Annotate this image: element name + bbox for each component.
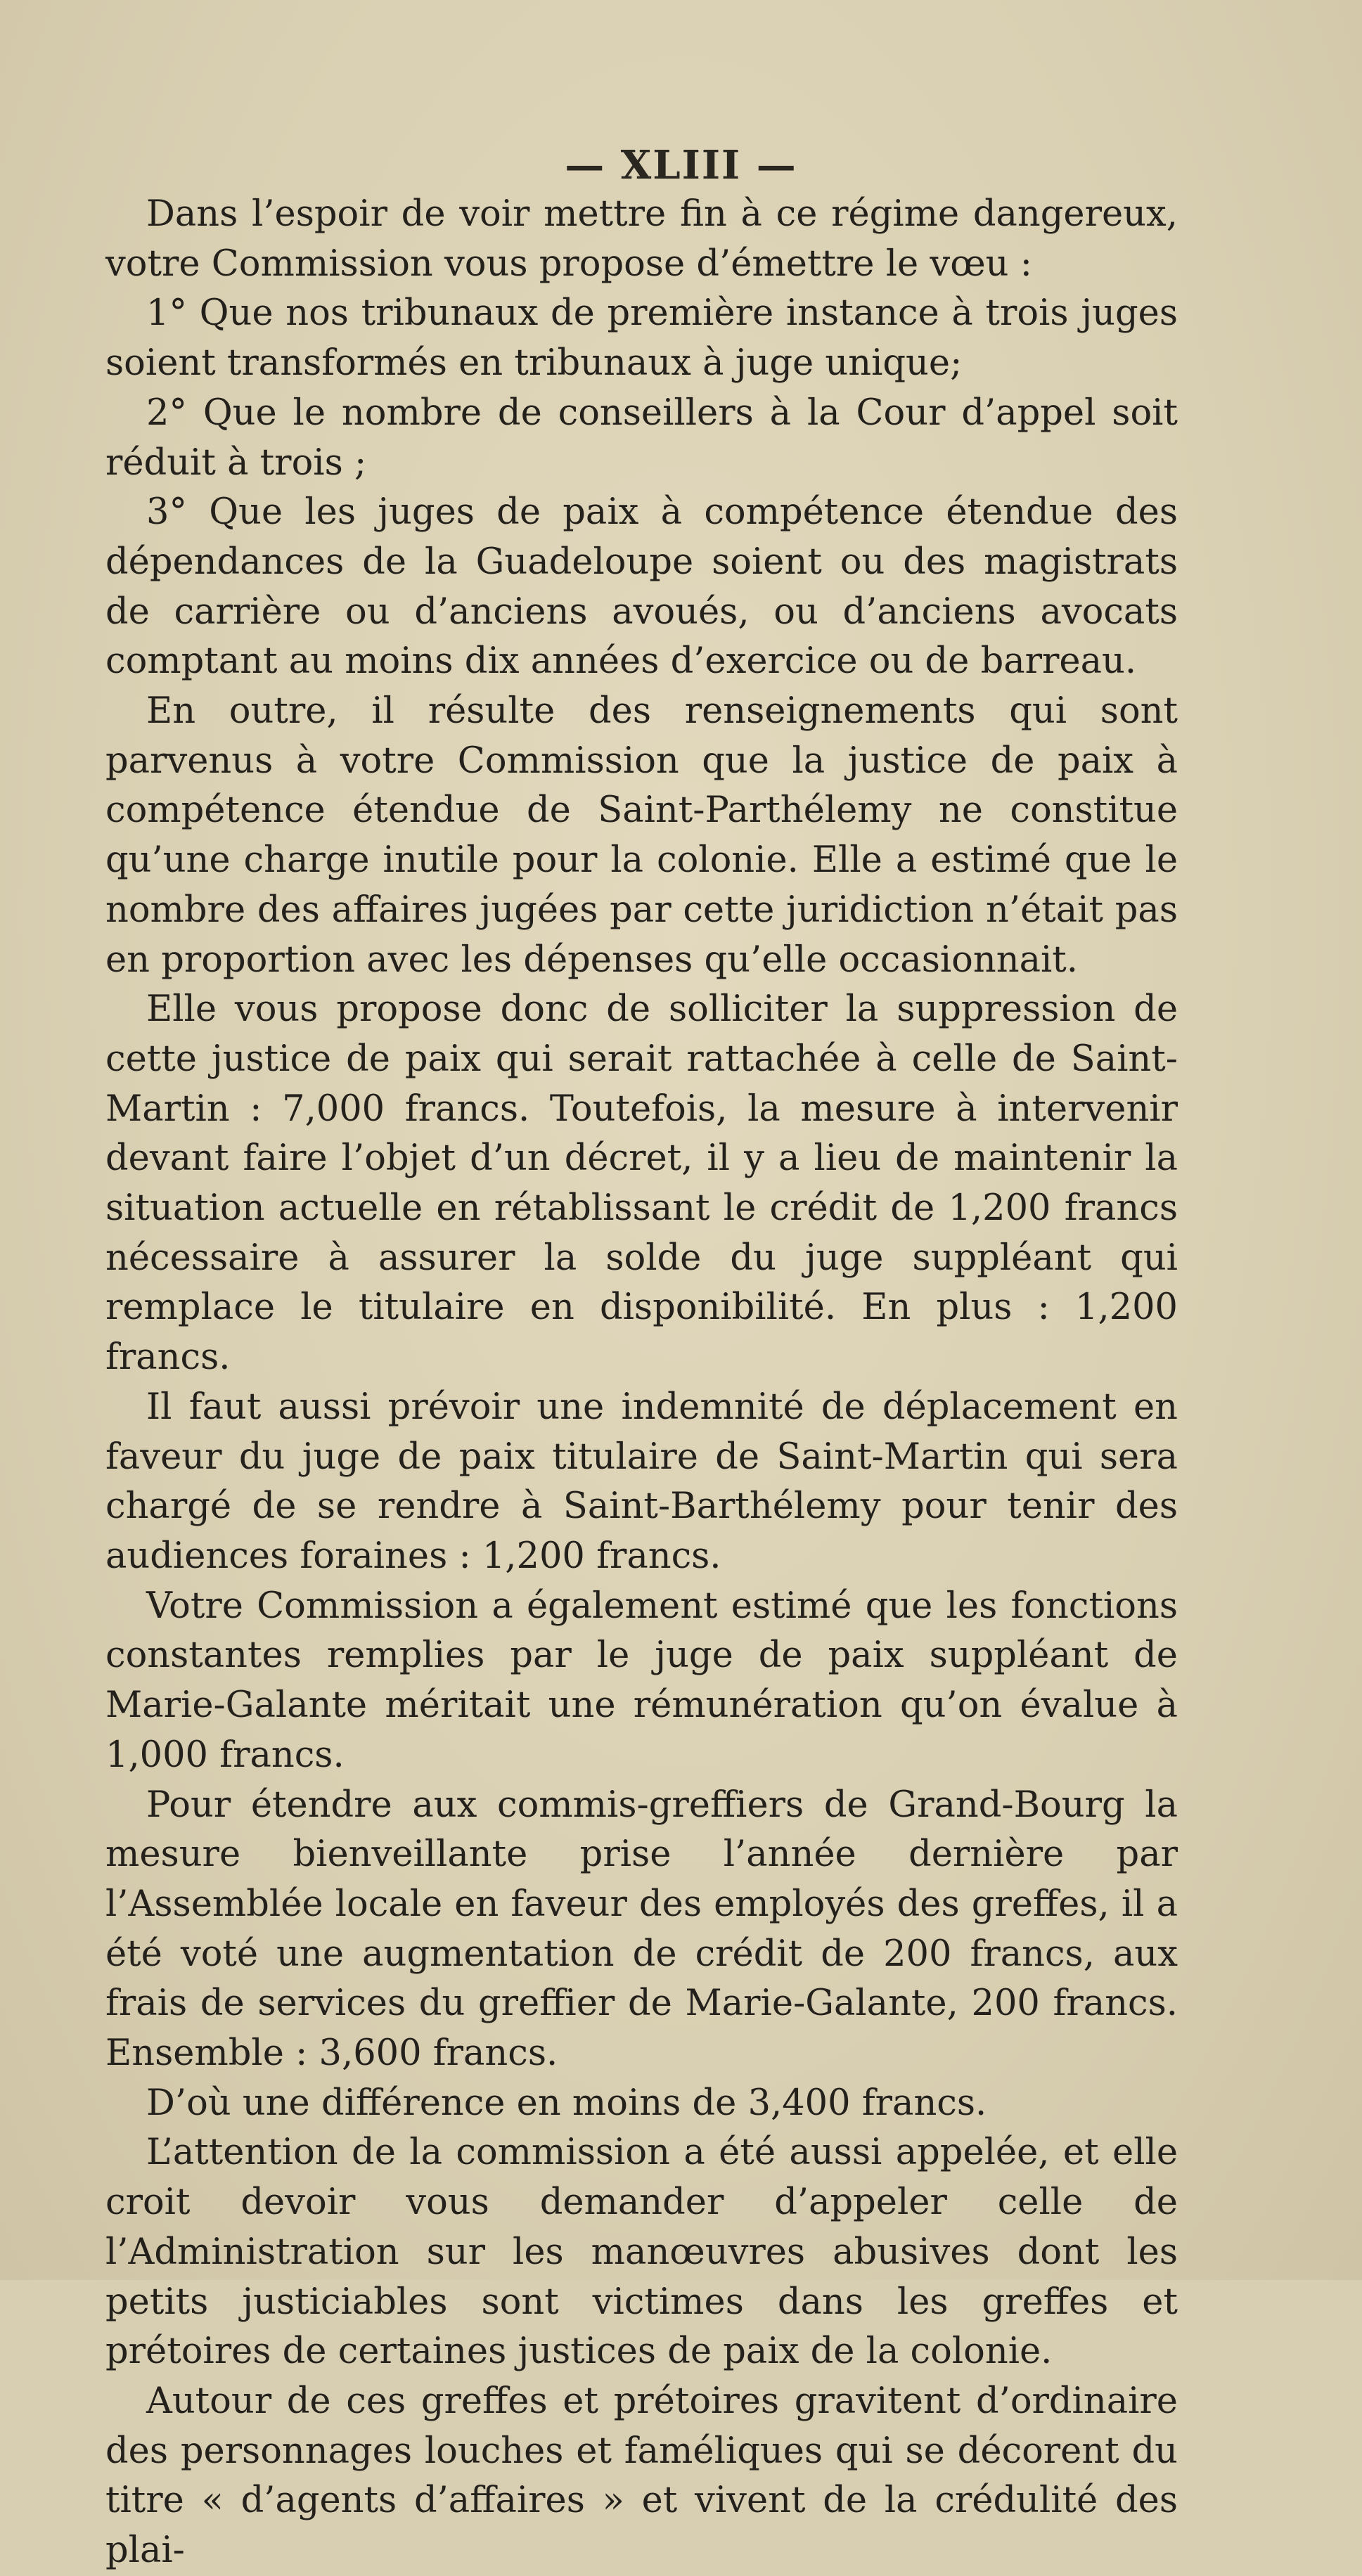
paragraph-intro: Dans l’espoir de voir mettre fin à ce régime dangereux, votre Commission vous propose d’émettre le vœu : (105, 193, 1178, 285)
paragraph-suppression: Elle vous propose donc de solliciter la suppression de cette justice de paix qui serait rattachée à celle de Saint-Martin : 7,000 francs. Toutefois, la mesure à intervenir devant faire l’objet d’un décret, il y a lieu de maintenir la situation actuelle en rétablissant le crédit de 1,200 francs nécessaire à assurer la solde du juge suppléant qui remplace le titulaire en disponibilité. En plus : 1,200 francs. (105, 988, 1178, 1379)
body-text (105, 190, 1178, 2576)
paragraph-wish-2: 2° Que le nombre de conseillers à la Cour d’appel soit réduit à trois ; (105, 392, 1178, 484)
paragraph-grand-bourg: Pour étendre aux commis-greffiers de Grand-Bourg la mesure bienveillante prise l’année dernière par l’Assemblée locale en faveur des employés des greffes, il a été voté une augmentation de crédit de 200 francs, aux frais de services du greffier de Marie-Galante, 200 francs. Ensemble : 3,600 francs. (105, 1784, 1178, 2075)
paragraph-indemnity: Il faut aussi prévoir une indemnité de déplacement en faveur du juge de paix titulaire de Saint-Martin qui sera chargé de se rendre à Saint-Barthélemy pour tenir des audiences foraines : 1,200 francs. (105, 1386, 1178, 1577)
paragraph-wish-1: 1° Que nos tribunaux de première instance à trois juges soient transformés en tribunaux à juge unique; (105, 292, 1178, 385)
paragraph-difference: D’où une différence en moins de 3,400 francs. (146, 2082, 987, 2124)
paragraph-wish-3: 3° Que les juges de paix à compétence étendue des dépendances de la Guadeloupe soient ou des magistrats de carrière ou d’anciens avoués, ou d’anciens avocats comptant au moins dix années d’exercice ou de barreau. (105, 491, 1178, 683)
paragraph-attention: L’attention de la commission a été aussi appelée, et elle croit devoir vous demander d’appeler celle de l’Administration sur les manœuvres abusives dont les petits justiciables sont victimes dans les greffes et prétoires de certaines justices de paix de la colonie. (105, 2132, 1178, 2373)
paragraph-marie-galante: Votre Commission a également estimé que les fonctions constantes remplies par le juge de paix suppléant de Marie-Galante méritait une rémunération qu’on évalue à 1,000 francs. (105, 1585, 1178, 1776)
page-number: — XLIII — (565, 142, 797, 188)
paragraph-agents: Autour de ces greffes et prétoires gravitent d’ordinaire des personnages louches et faméliques qui se décorent du titre « d’agents d’affaires » et vivent de la crédulité des plai- (105, 2380, 1178, 2572)
paragraph-saint-barthelemy: En outre, il résulte des renseignements qui sont parvenus à votre Commission que la justice de paix à compétence étendue de Saint-Parthélemy ne constitue qu’une charge inutile pour la colonie. Elle a estimé que le nombre des affaires jugées par cette juridiction n’était pas en proportion avec les dépenses qu’elle occasionnait. (105, 690, 1178, 981)
